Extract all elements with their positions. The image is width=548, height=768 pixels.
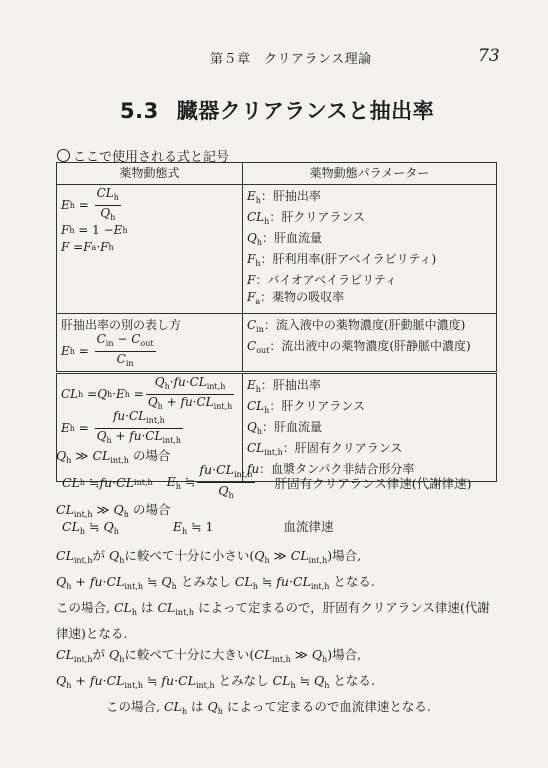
param-item: $Q_h$：肝血流量 — [247, 420, 323, 436]
text-line: $Q_h + fu\cdot CL_{int,h}$ ≒ $Q_h$ とみなし $CL_h$ ≒ $fu\cdot CL_{int,h}$ となる. — [56, 574, 375, 591]
param-item: $CL_{int,h}$：肝固有クリアランス — [247, 441, 403, 457]
param-item: $E_h$：肝抽出率 — [247, 189, 321, 205]
param-item: $C_{in}$：流入液中の薬物濃度(肝動脈中濃度) — [247, 318, 466, 334]
equation-eh-int: E h = $\frac{fu\cdot CL_{int,h}}{Q_h + fu\cdot CL_{int,h}}$ — [61, 411, 238, 445]
case2-condition: $CL_{int,h}$ ≫ $Q_h$ の場合 — [56, 502, 171, 519]
section-title-text: 臓器クリアランスと抽出率 — [176, 99, 435, 123]
table-row — [57, 314, 497, 373]
equation-eh: E h = $\frac{CL_h}{Q_h}$ — [61, 188, 238, 222]
equation-clh: CL h = Q h · E h = $\frac{Q_h\cdot fu\cdot CL_{int,h}}{Q_h + fu\cdot CL_{int,h}}$ — [61, 377, 238, 411]
param-item: $Q_h$：肝血流量 — [247, 231, 323, 247]
text-line: この場合, $CL_h$ は $Q_h$ によって定まるので血流律速となる. — [106, 699, 431, 716]
text-line: $CL_{int,h}$が $Q_h$に較べて十分に大きい($CL_{int,h}$ ≫ $Q_h$)場合, — [56, 647, 362, 664]
param-item: F：バイオアベイラビリティ — [247, 273, 397, 287]
param-item: fu：血漿タンパク非結合形分率 — [247, 462, 415, 476]
row-heading: 肝抽出率の別の表し方 — [61, 318, 182, 332]
section-title — [120, 95, 434, 125]
case1-equations: CL h ≒ fu · CL int,h $E_h$ ≒ $\frac{fu\cdot CL_{int,h}}{Q_h}$ 肝固有クリアランス律速(代謝律速) — [62, 462, 471, 503]
case1-condition: $Q_h$ ≫ $CL_{int,h}$ の場合 — [56, 448, 171, 465]
section-number: 5.3 — [120, 99, 159, 123]
param-item: $F_h$：肝利用率(肝アベイラビリティ) — [247, 252, 437, 268]
text-line: $Q_h + fu\cdot CL_{int,h}$ ≒ $fu\cdot CL_{int,h}$ とみなし $CL_h$ ≒ $Q_h$ となる. — [56, 673, 375, 690]
equation-f: F = F a · F h — [61, 240, 114, 254]
param-item: $CL_h$：肝クリアランス — [247, 210, 365, 226]
equations-cell — [57, 185, 243, 314]
param-item: $CL_h$：肝クリアランス — [247, 399, 365, 415]
col-header-equations: 薬物動態式 — [57, 163, 243, 185]
param-item: $F_a$：薬物の吸収率 — [247, 290, 345, 306]
explanation-paragraph — [56, 545, 506, 722]
intro-text: ここで使用される式と記号 — [73, 150, 230, 165]
table-header-row — [57, 163, 497, 185]
running-head: 第５章 クリアランス理論 — [210, 52, 372, 67]
case1-label: 肝固有クリアランス律速(代謝律速) — [274, 475, 472, 491]
table-row — [57, 185, 497, 314]
param-item: $E_h$：肝抽出率 — [247, 378, 321, 394]
text-line: この場合, $CL_h$ は $CL_{int,h}$ によって定まるので，肝固有クリアランス律速(代謝 — [56, 600, 490, 617]
text-line: $CL_{int,h}$が $Q_h$に較べて十分に小さい($Q_h$ ≫ $CL_{int,h}$)場合, — [56, 548, 362, 565]
equation-fh: F h = 1 − E h — [61, 223, 128, 237]
equation-eh-conc: E h = $\frac{C_{in} - C_{out}}{C_{in}}$ — [61, 334, 238, 368]
parameter-table — [56, 162, 497, 482]
param-item: $C_{out}$：流出液中の薬物濃度(肝静脈中濃度) — [247, 339, 471, 355]
col-header-parameters: 薬物動態パラメーター — [243, 163, 497, 185]
equations-cell — [57, 314, 243, 373]
parameters-cell — [243, 314, 497, 373]
parameters-cell — [243, 185, 497, 314]
case2-label: 血流律速 — [283, 519, 334, 534]
circle-bullet-icon — [57, 149, 70, 162]
text-line: 律速)となる. — [56, 626, 128, 641]
page-number: 73 — [478, 46, 500, 66]
case2-equations: $CL_h$ ≒ $Q_h$ $E_h$ ≒ 1 血流律速 — [62, 519, 334, 536]
